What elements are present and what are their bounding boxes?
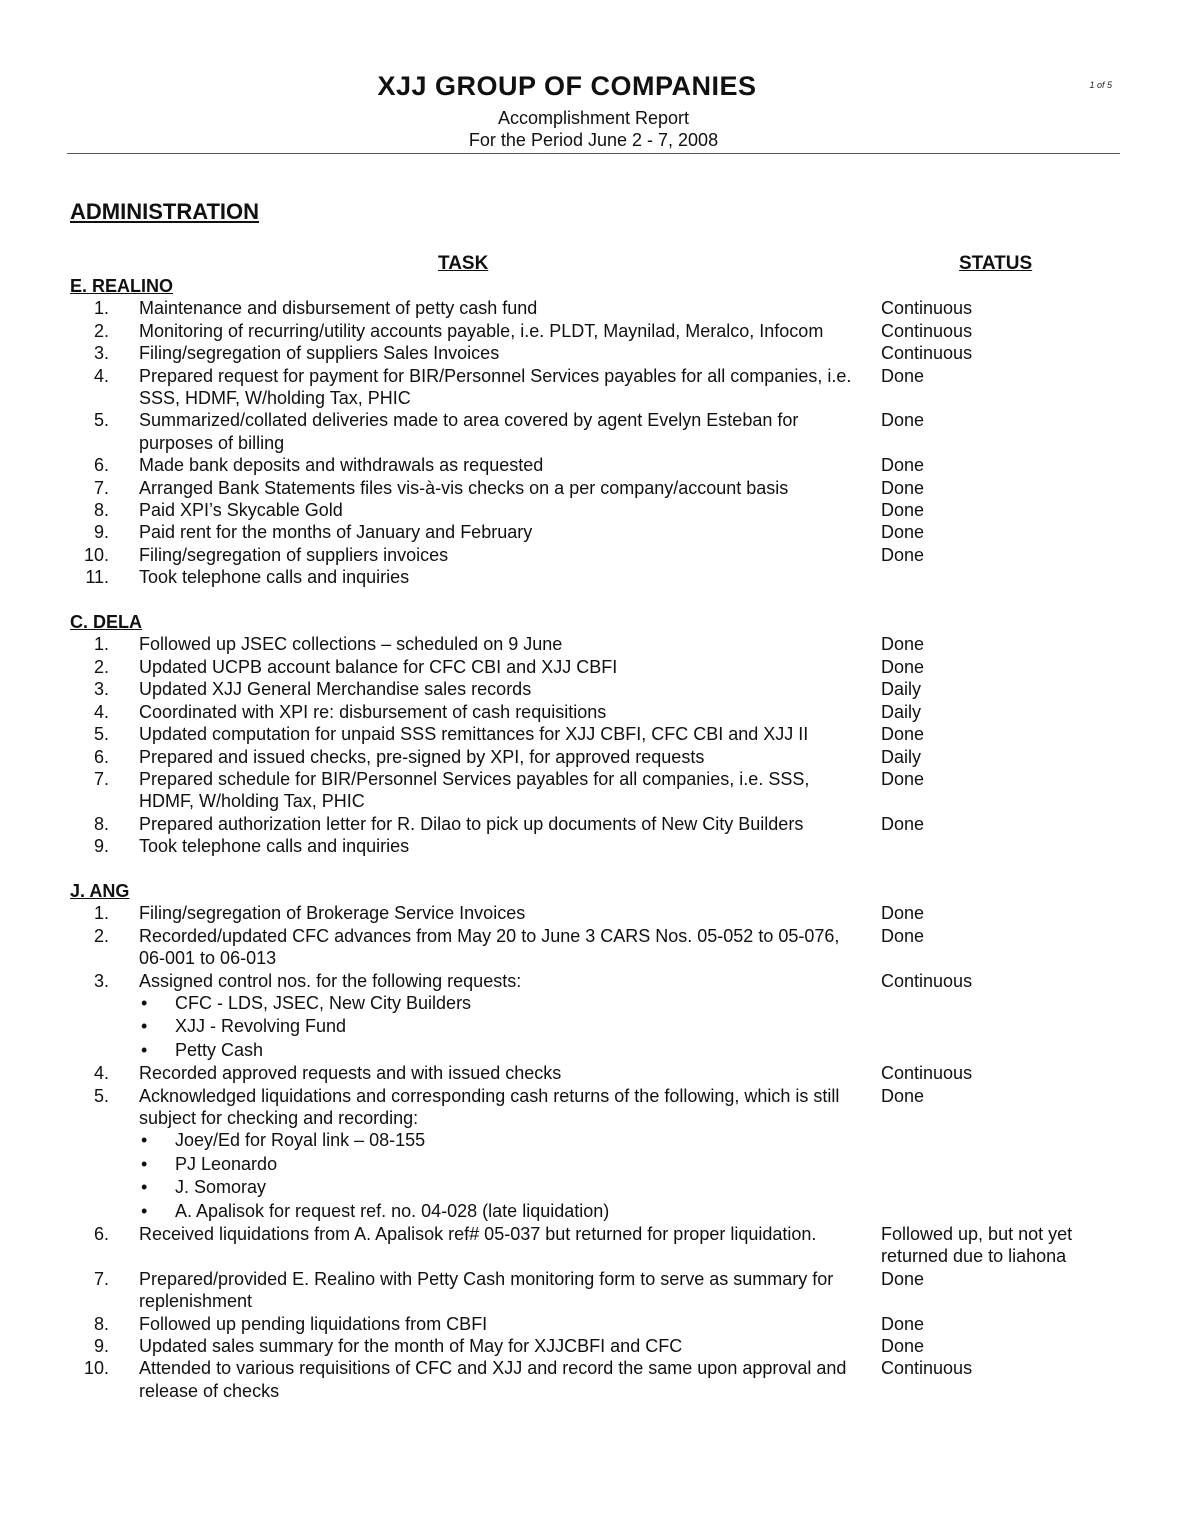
- bullet-icon: •: [141, 1200, 148, 1221]
- task-text: Took telephone calls and inquiries: [139, 567, 410, 588]
- task-number: 3.: [93, 343, 109, 364]
- task-cell: [139, 1085, 859, 1223]
- task-cell: [139, 1357, 859, 1402]
- task-cell: [139, 521, 859, 543]
- bullet-text: PJ Leonardo: [175, 1153, 278, 1174]
- task-cell: [139, 813, 859, 835]
- task-status: Done: [881, 1268, 925, 1289]
- task-text: Acknowledged liquidations and corresponding cash returns of the following, which is still subject for checking and recording:: [139, 1085, 840, 1128]
- task-row: [70, 723, 1150, 745]
- task-row: [70, 656, 1150, 678]
- task-cell: [139, 342, 859, 364]
- task-cell: [139, 1223, 859, 1268]
- task-number: 8.: [93, 1313, 109, 1334]
- bullet-item: [139, 992, 859, 1015]
- task-column-header: TASK: [438, 253, 489, 274]
- task-number: 7.: [93, 477, 109, 498]
- task-row: [70, 835, 1150, 857]
- task-row: [70, 678, 1150, 700]
- task-text: Received liquidations from A. Apalisok ref# 05-037 but returned for proper liquidation.: [139, 1224, 817, 1245]
- task-number: 4.: [93, 701, 109, 722]
- bullet-icon: •: [141, 1039, 148, 1060]
- task-text: Prepared/provided E. Realino with Petty Cash monitoring form to serve as summary for replenishment: [139, 1268, 834, 1312]
- task-status: Done: [881, 500, 925, 521]
- task-text: Summarized/collated deliveries made to area covered by agent Evelyn Esteban for purposes of billing: [139, 410, 799, 453]
- task-status: Done: [881, 1336, 925, 1357]
- bullet-item: [139, 1015, 859, 1038]
- task-row: [70, 1313, 1150, 1335]
- task-number: 5.: [93, 724, 109, 745]
- task-status: [881, 835, 1111, 857]
- task-cell: [139, 454, 859, 476]
- bullet-icon: •: [141, 1177, 148, 1198]
- task-number: 1.: [93, 298, 109, 319]
- task-number: 1.: [93, 903, 109, 924]
- task-row: [70, 1223, 1150, 1268]
- task-number: 5.: [93, 1085, 109, 1106]
- task-row: [70, 970, 1150, 1063]
- task-number: 3.: [93, 679, 109, 700]
- task-cell: [139, 566, 859, 588]
- task-status: Done: [881, 903, 925, 924]
- bullet-item: [139, 1153, 859, 1176]
- task-number: 1.: [93, 634, 109, 655]
- bullet-item: [139, 1176, 859, 1199]
- task-status: Done: [881, 634, 925, 655]
- task-text: Assigned control nos. for the following requests:: [139, 970, 522, 991]
- bullet-list: [139, 992, 859, 1062]
- task-cell: [139, 320, 859, 342]
- page-number: 1 of 5: [1089, 80, 1112, 90]
- task-cell: [139, 835, 859, 857]
- task-text: Monitoring of recurring/utility accounts payable, i.e. PLDT, Maynilad, Meralco, Infocom: [139, 320, 824, 341]
- task-cell: [139, 409, 859, 454]
- task-text: Took telephone calls and inquiries: [139, 836, 410, 857]
- bullet-item: [139, 1039, 859, 1062]
- task-row: [70, 925, 1150, 970]
- task-text: Attended to various requisitions of CFC and XJJ and record the same upon approval and release of checks: [139, 1358, 847, 1401]
- task-text: Maintenance and disbursement of petty cash fund: [139, 298, 538, 319]
- bullet-icon: •: [141, 1153, 148, 1174]
- task-status: Done: [881, 410, 925, 431]
- task-status: Daily: [881, 679, 922, 700]
- task-cell: [139, 656, 859, 678]
- task-number: 6.: [93, 455, 109, 476]
- task-row: [70, 1357, 1150, 1402]
- task-text: Updated computation for unpaid SSS remittances for XJJ CBFI, CFC CBI and XJJ II: [139, 724, 809, 745]
- task-number: 10.: [83, 544, 109, 565]
- task-text: Recorded approved requests and with issued checks: [139, 1063, 562, 1084]
- report-name: Accomplishment Report: [497, 108, 690, 128]
- task-number: 9.: [93, 522, 109, 543]
- task-row: [70, 701, 1150, 723]
- task-status: Done: [881, 455, 925, 476]
- report-subtitle: [0, 107, 1187, 151]
- task-text: Coordinated with XPI re: disbursement of cash requisitions: [139, 701, 607, 722]
- staff-name: C. DELA: [70, 612, 142, 633]
- status-column-header: STATUS: [959, 253, 1033, 274]
- bullet-item: [139, 1200, 859, 1223]
- staff-group: [70, 880, 1150, 1402]
- task-status: Done: [881, 724, 925, 745]
- bullet-text: XJJ - Revolving Fund: [175, 1016, 347, 1037]
- task-row: [70, 1335, 1150, 1357]
- task-row: [70, 477, 1150, 499]
- staff-group: [70, 611, 1150, 857]
- task-text: Paid rent for the months of January and February: [139, 522, 533, 543]
- task-cell: [139, 1268, 859, 1313]
- task-row: [70, 768, 1150, 813]
- task-row: [70, 1062, 1150, 1084]
- task-status: Continuous: [881, 970, 973, 991]
- task-text: Made bank deposits and withdrawals as requested: [139, 455, 544, 476]
- task-status: Continuous: [881, 1358, 973, 1379]
- task-cell: [139, 925, 859, 970]
- task-cell: [139, 1335, 859, 1357]
- task-status: Continuous: [881, 320, 973, 341]
- header-divider: [67, 153, 1120, 154]
- report-body: [70, 275, 1150, 1425]
- task-number: 8.: [93, 813, 109, 834]
- task-cell: [139, 902, 859, 924]
- task-cell: [139, 970, 859, 1063]
- task-cell: [139, 1313, 859, 1335]
- task-row: [70, 544, 1150, 566]
- task-number: 2.: [93, 656, 109, 677]
- task-row: [70, 1268, 1150, 1313]
- task-row: [70, 409, 1150, 454]
- task-number: 9.: [93, 1336, 109, 1357]
- task-number: 3.: [93, 970, 109, 991]
- task-status: Done: [881, 925, 925, 946]
- task-status: Done: [881, 477, 925, 498]
- task-text: Updated sales summary for the month of May for XJJCBFI and CFC: [139, 1336, 683, 1357]
- staff-name: J. ANG: [70, 880, 130, 901]
- bullet-text: CFC - LDS, JSEC, New City Builders: [175, 992, 472, 1013]
- task-status: Daily: [881, 701, 922, 722]
- task-number: 4.: [93, 1063, 109, 1084]
- task-status: Done: [881, 656, 925, 677]
- task-status: Continuous: [881, 1063, 973, 1084]
- task-cell: [139, 678, 859, 700]
- staff-group: [70, 275, 1150, 589]
- task-text: Prepared schedule for BIR/Personnel Services payables for all companies, i.e. SSS, HDMF, W/holding Tax, PHIC: [139, 768, 810, 812]
- task-cell: [139, 477, 859, 499]
- bullet-list: [139, 1129, 859, 1223]
- task-row: [70, 521, 1150, 543]
- staff-name: E. REALINO: [70, 276, 174, 296]
- task-number: 10.: [83, 1358, 109, 1379]
- task-number: 6.: [93, 746, 109, 767]
- task-row: [70, 566, 1150, 588]
- task-row: [70, 454, 1150, 476]
- task-cell: [139, 633, 859, 655]
- task-text: Arranged Bank Statements files vis-à-vis checks on a per company/account basis: [139, 477, 789, 498]
- task-number: 9.: [93, 836, 109, 857]
- task-row: [70, 297, 1150, 319]
- task-status: Done: [881, 813, 925, 834]
- task-number: 7.: [93, 1268, 109, 1289]
- task-cell: [139, 723, 859, 745]
- task-number: 6.: [93, 1224, 109, 1245]
- task-row: [70, 902, 1150, 924]
- task-text: Updated XJJ General Merchandise sales records: [139, 679, 532, 700]
- task-text: Prepared authorization letter for R. Dilao to pick up documents of New City Builders: [139, 813, 804, 834]
- task-text: Filing/segregation of suppliers invoices: [139, 544, 449, 565]
- task-row: [70, 746, 1150, 768]
- task-text: Updated UCPB account balance for CFC CBI and XJJ CBFI: [139, 656, 618, 677]
- bullet-text: A. Apalisok for request ref. no. 04-028 (late liquidation): [175, 1200, 610, 1221]
- company-title: XJJ GROUP OF COMPANIES: [377, 71, 757, 101]
- report-period: For the Period June 2 - 7, 2008: [468, 130, 719, 150]
- bullet-text: J. Somoray: [175, 1177, 267, 1198]
- task-text: Filing/segregation of Brokerage Service Invoices: [139, 903, 526, 924]
- task-cell: [139, 544, 859, 566]
- task-number: 4.: [93, 365, 109, 386]
- task-cell: [139, 746, 859, 768]
- task-number: 2.: [93, 925, 109, 946]
- task-row: [70, 1085, 1150, 1223]
- task-status: Daily: [881, 746, 922, 767]
- task-cell: [139, 768, 859, 813]
- task-status: Done: [881, 365, 925, 386]
- task-text: Filing/segregation of suppliers Sales Invoices: [139, 343, 500, 364]
- task-number: 11.: [85, 567, 109, 588]
- task-text: Paid XPI’s Skycable Gold: [139, 500, 343, 521]
- task-number: 5.: [93, 410, 109, 431]
- task-number: 2.: [93, 320, 109, 341]
- task-row: [70, 365, 1150, 410]
- bullet-icon: •: [141, 992, 148, 1013]
- task-cell: [139, 701, 859, 723]
- task-text: Followed up pending liquidations from CBFI: [139, 1313, 488, 1334]
- bullet-text: Joey/Ed for Royal link – 08-155: [175, 1130, 426, 1151]
- task-number: 7.: [93, 768, 109, 789]
- task-status: Done: [881, 768, 925, 789]
- task-status: Continuous: [881, 343, 973, 364]
- section-title: ADMINISTRATION: [70, 199, 260, 224]
- task-status: Continuous: [881, 298, 973, 319]
- task-text: Followed up JSEC collections – scheduled on 9 June: [139, 634, 563, 655]
- task-text: Prepared request for payment for BIR/Personnel Services payables for all companies, i.e. SSS, HDMF, W/holding Tax, PHIC: [139, 365, 852, 409]
- task-status: Followed up, but not yet returned due to liahona: [881, 1224, 1073, 1267]
- task-cell: [139, 1062, 859, 1084]
- bullet-icon: •: [141, 1130, 148, 1151]
- task-status: [881, 566, 1111, 588]
- task-number: 8.: [93, 500, 109, 521]
- task-text: Recorded/updated CFC advances from May 20 to June 3 CARS Nos. 05-052 to 05-076, 06-001 to 06-013: [139, 925, 840, 969]
- task-status: Done: [881, 1313, 925, 1334]
- task-row: [70, 320, 1150, 342]
- task-text: Prepared and issued checks, pre-signed by XPI, for approved requests: [139, 746, 705, 767]
- bullet-text: Petty Cash: [175, 1039, 264, 1060]
- task-row: [70, 342, 1150, 364]
- task-status: Done: [881, 1085, 925, 1106]
- task-row: [70, 813, 1150, 835]
- task-cell: [139, 297, 859, 319]
- bullet-icon: •: [141, 1016, 148, 1037]
- task-status: Done: [881, 522, 925, 543]
- task-cell: [139, 365, 859, 410]
- task-row: [70, 499, 1150, 521]
- task-row: [70, 633, 1150, 655]
- task-status: Done: [881, 544, 925, 565]
- task-cell: [139, 499, 859, 521]
- bullet-item: [139, 1129, 859, 1152]
